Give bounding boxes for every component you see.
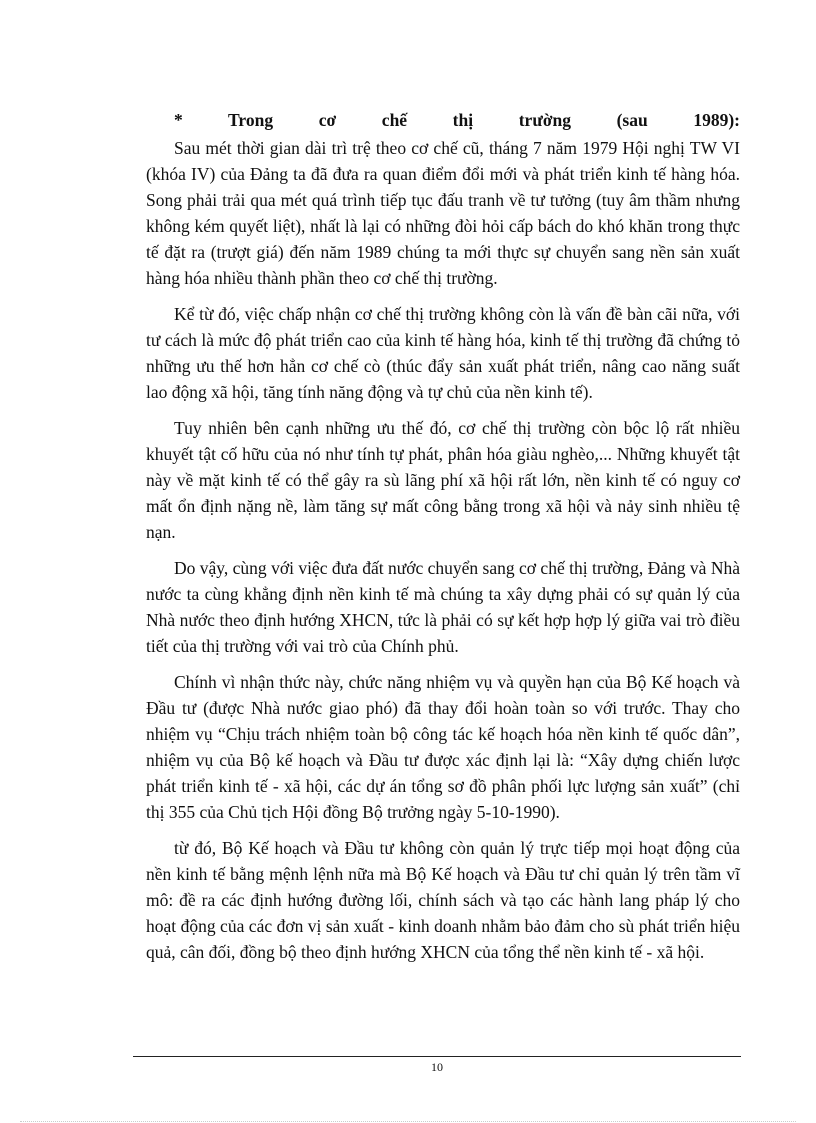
footer-divider — [133, 1056, 741, 1057]
page-number: 10 — [431, 1060, 443, 1074]
page-bottom-edge — [20, 1121, 796, 1122]
paragraph-2: Kể từ đó, việc chấp nhận cơ chế thị trường không còn là vấn đề bàn cãi nữa, với tư cách là mức độ phát triển cao của kinh tế hàng hóa, kinh tế thị trường đã chứng tỏ những ưu thế hơn hẳn cơ chế cò (thúc đẩy sản xuất phát triển, nâng cao năng suất lao động xã hội, tăng tính năng động và tự chủ của nền kinh tế). — [146, 304, 740, 402]
paragraph-4: Do vậy, cùng với việc đưa đất nước chuyển sang cơ chế thị trường, Đảng và Nhà nước ta cùng khẳng định nền kinh tế mà chúng ta xây dựng phải có sự quản lý của Nhà nước theo định hướng XHCN, tức là phải có sự kết hợp hợp lý giữa vai trò điều tiết của thị trường với vai trò của Chính phủ. — [146, 558, 740, 656]
paragraph-1: Sau mét thời gian dài trì trệ theo cơ chế cũ, tháng 7 năm 1979 Hội nghị TW VI (khóa IV) của Đảng ta đã đưa ra quan điểm đổi mới và phát triển kinh tế hàng hóa. Song phải trải qua mét quá trình tiếp tục đấu tranh về tư tưởng (tuy âm thầm nhưng không kém quyết liệt), nhất là lại có những đòi hỏi cấp bách do khó khăn trong thực tế đặt ra (trượt giá) đến năm 1989 chúng ta mới thực sự chuyển sang nền sản xuất hàng hóa nhiều thành phần theo cơ chế thị trường. — [146, 138, 740, 288]
document-body — [146, 106, 740, 975]
paragraph-3: Tuy nhiên bên cạnh những ưu thế đó, cơ chế thị trường còn bộc lộ rất nhiều khuyết tật cố hữu của nó như tính tự phát, phân hóa giàu nghèo,... Những khuyết tật này về mặt kinh tế có thể gây ra sù lãng phí xã hội rất lớn, nền kinh tế có nguy cơ mất ổn định nặng nề, làm tăng sự mất công bằng trong xã hội và nảy sinh nhiều tệ nạn. — [146, 418, 740, 542]
paragraph-6: từ đó, Bộ Kế hoạch và Đầu tư không còn quản lý trực tiếp mọi hoạt động của nền kinh tế bằng mệnh lệnh nữa mà Bộ Kế hoạch và Đầu tư chỉ quản lý trên tầm vĩ mô: đề ra các định hướng đường lối, chính sách và tạo các hành lang pháp lý cho hoạt động của các đơn vị sản xuất - kinh doanh nhằm bảo đảm cho sù phát triển hiệu quả, cân đối, đồng bộ theo định hướng XHCN của tổng thể nền kinh tế - xã hội. — [146, 838, 740, 962]
section-heading: * Trong cơ chế thị trường (sau 1989): — [174, 110, 740, 130]
paragraph-5: Chính vì nhận thức này, chức năng nhiệm vụ và quyền hạn của Bộ Kế hoạch và Đầu tư (được Nhà nước giao phó) đã thay đổi hoàn toàn so với trước. Thay cho nhiệm vụ “Chịu trách nhiệm toàn bộ công tác kế hoạch hóa nền kinh tế quốc dân”, nhiệm vụ của Bộ kế hoạch và Đầu tư được xác định lại là: “Xây dựng chiến lược phát triển kinh tế - xã hội, các dự án tổng sơ đồ phân phối lực lượng sản xuất” (chỉ thị 355 của Chủ tịch Hội đồng Bộ trưởng ngày 5-10-1990). — [146, 672, 740, 822]
